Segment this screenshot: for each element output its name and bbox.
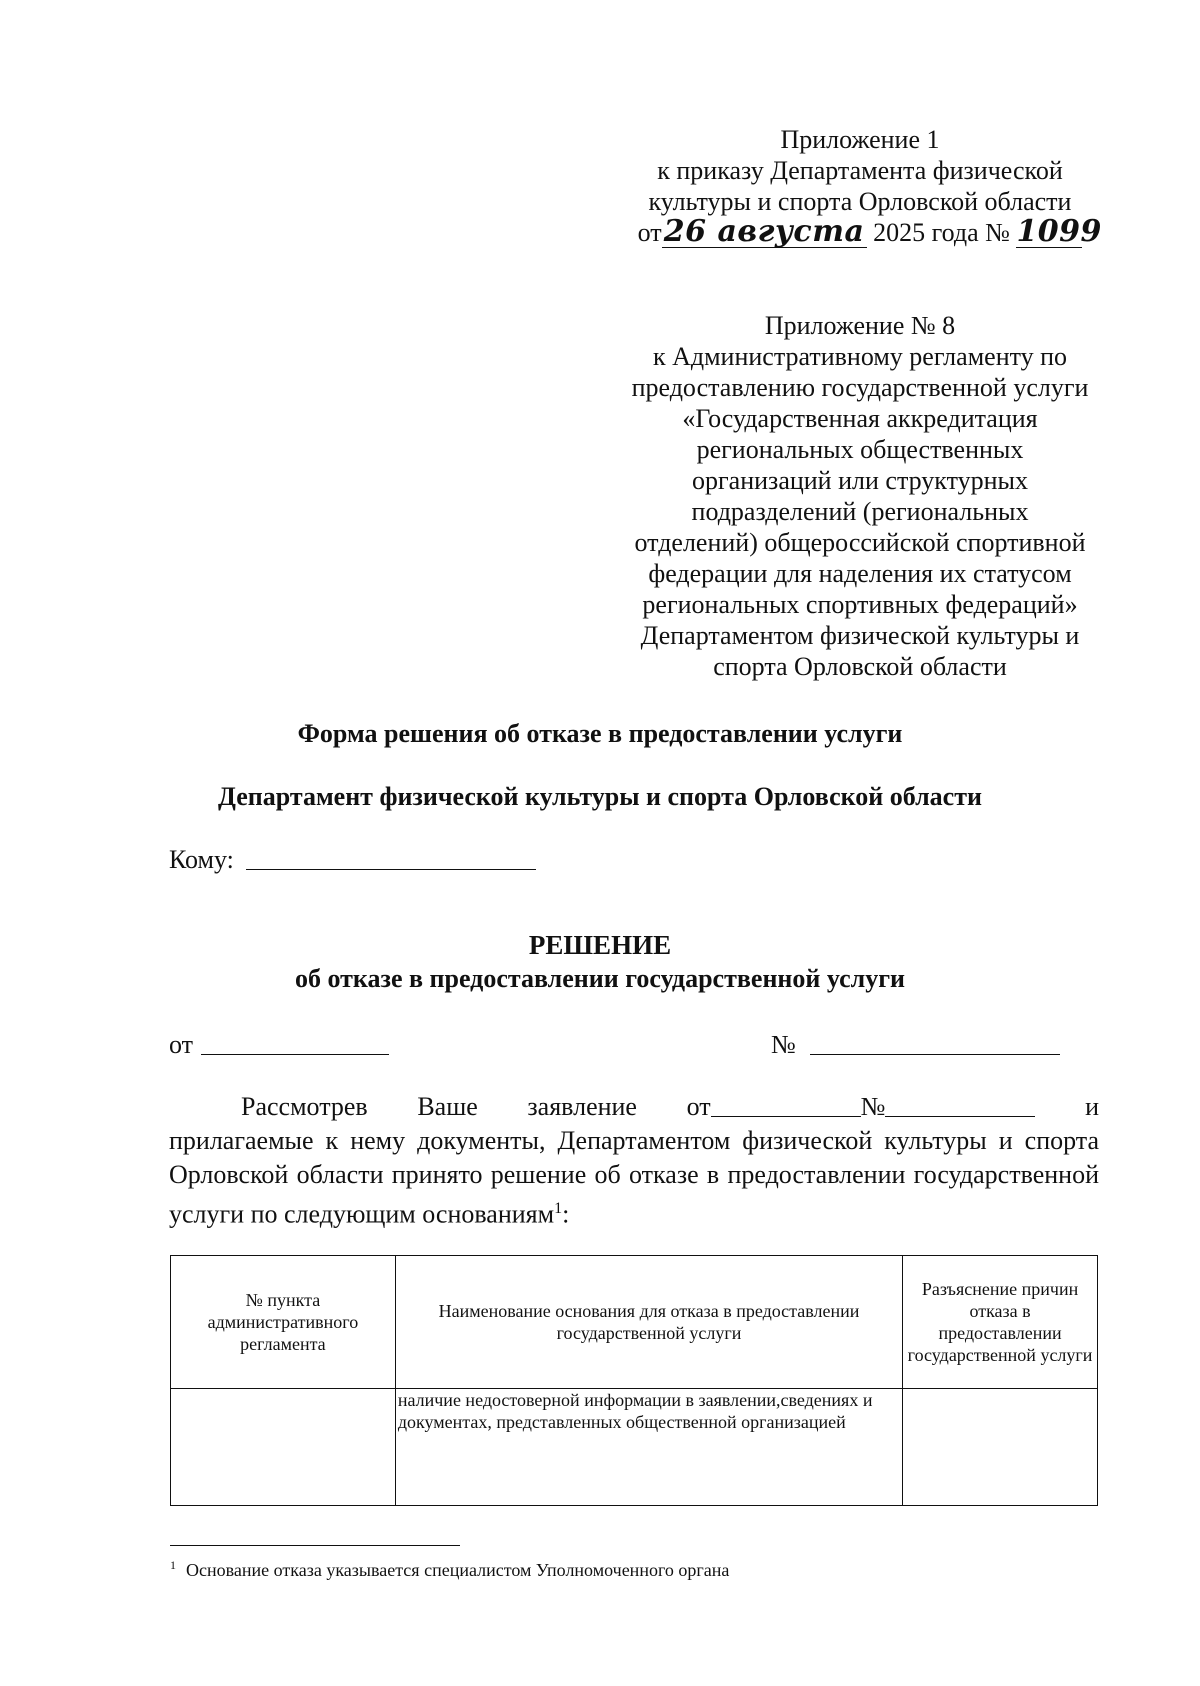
appendix-8-line: региональных спортивных федераций»	[642, 590, 1078, 619]
cell-explanation[interactable]	[903, 1389, 1098, 1506]
appendix-8-line: федерации для наделения их статусом	[648, 559, 1072, 588]
application-date-label: от	[686, 1092, 711, 1121]
decision-number-label: №	[771, 1030, 796, 1059]
appendix-8-line: спорта Орловской области	[713, 652, 1007, 681]
department-title: Департамент физической культуры и спорта Орловской области	[218, 782, 982, 811]
footnote-divider	[170, 1545, 460, 1546]
decision-paragraph	[169, 1090, 1099, 1232]
recipient-label: Кому:	[169, 845, 234, 874]
order-date-line	[610, 214, 1110, 249]
recipient-field[interactable]	[246, 849, 536, 870]
appendix-8-line: региональных общественных	[696, 435, 1024, 464]
paragraph-text: прилагаемые к нему документы, Департаментом физической культуры и спорта Орловской области принято решение об отказе в предоставлении государственной услуги по следующим основаниям	[169, 1126, 1099, 1229]
decision-date-line	[169, 1030, 389, 1060]
appendix-1-header	[610, 124, 1110, 248]
handwritten-number: 1099	[1016, 214, 1102, 249]
form-title: Форма решения об отказе в предоставлении услуги	[297, 719, 903, 748]
handwritten-date: 26 августа	[662, 217, 867, 248]
recipient-line	[169, 845, 536, 875]
appendix-1-line2: к приказу Департамента физической	[657, 156, 1063, 185]
cell-clause-number[interactable]	[171, 1389, 396, 1506]
paragraph-word: заявление	[527, 1092, 637, 1121]
appendix-8-line: подразделений (региональных	[691, 497, 1029, 526]
paragraph-word: Рассмотрев	[241, 1092, 368, 1121]
footnote-text: Основание отказа указывается специалистом Уполномоченного органа	[186, 1560, 730, 1580]
decision-number-field[interactable]	[810, 1034, 1060, 1055]
appendix-1-title: Приложение 1	[780, 125, 940, 154]
decision-date-field[interactable]	[201, 1034, 389, 1055]
footnote-reference: 1	[554, 1200, 563, 1217]
application-number-label: №	[860, 1092, 886, 1121]
appendix-8-line: к Административному регламенту по	[652, 342, 1068, 371]
table-header-row	[171, 1256, 1098, 1389]
from-prefix: от	[637, 218, 662, 247]
appendix-8-line: отделений) общероссийской спортивной	[634, 528, 1086, 557]
decision-number-line	[771, 1030, 1060, 1060]
footnote	[170, 1558, 729, 1581]
application-number-field[interactable]	[885, 1096, 1035, 1117]
appendix-8-line: предоставлению государственной услуги	[631, 373, 1089, 402]
year-text: 2025 года №	[873, 218, 1010, 247]
appendix-8-line: Приложение № 8	[764, 311, 956, 340]
appendix-8-line: «Государственная аккредитация	[682, 404, 1038, 433]
appendix-8-line: Департаментом физической культуры и	[640, 621, 1080, 650]
refusal-reasons-table	[170, 1255, 1098, 1506]
header-explanation: Разъяснение причин отказа в предоставлении государственной услуги	[903, 1256, 1098, 1389]
paragraph-body	[169, 1124, 1099, 1232]
appendix-8-header	[610, 310, 1110, 682]
header-clause-number: № пункта административного регламента	[171, 1256, 396, 1389]
paragraph-tail: :	[562, 1199, 570, 1229]
table-row	[171, 1389, 1098, 1506]
paragraph-word: и	[1085, 1092, 1099, 1121]
decision-title: РЕШЕНИЕ	[528, 930, 672, 960]
cell-reason-name: наличие недостоверной информации в заявлении,сведениях и документах, представленных общественной организацией	[395, 1389, 902, 1506]
decision-date-label: от	[169, 1030, 194, 1059]
footnote-mark: 1	[170, 1558, 176, 1572]
paragraph-word: Ваше	[417, 1092, 478, 1121]
appendix-1-line3: культуры и спорта Орловской области	[648, 187, 1072, 216]
application-date-field[interactable]	[711, 1096, 861, 1117]
header-reason-name: Наименование основания для отказа в предоставлении государственной услуги	[395, 1256, 902, 1389]
decision-subtitle: об отказе в предоставлении государственной услуги	[294, 964, 905, 993]
application-ref	[687, 1090, 1036, 1124]
paragraph-first-line	[169, 1090, 1099, 1124]
appendix-8-line: организаций или структурных	[692, 466, 1028, 495]
